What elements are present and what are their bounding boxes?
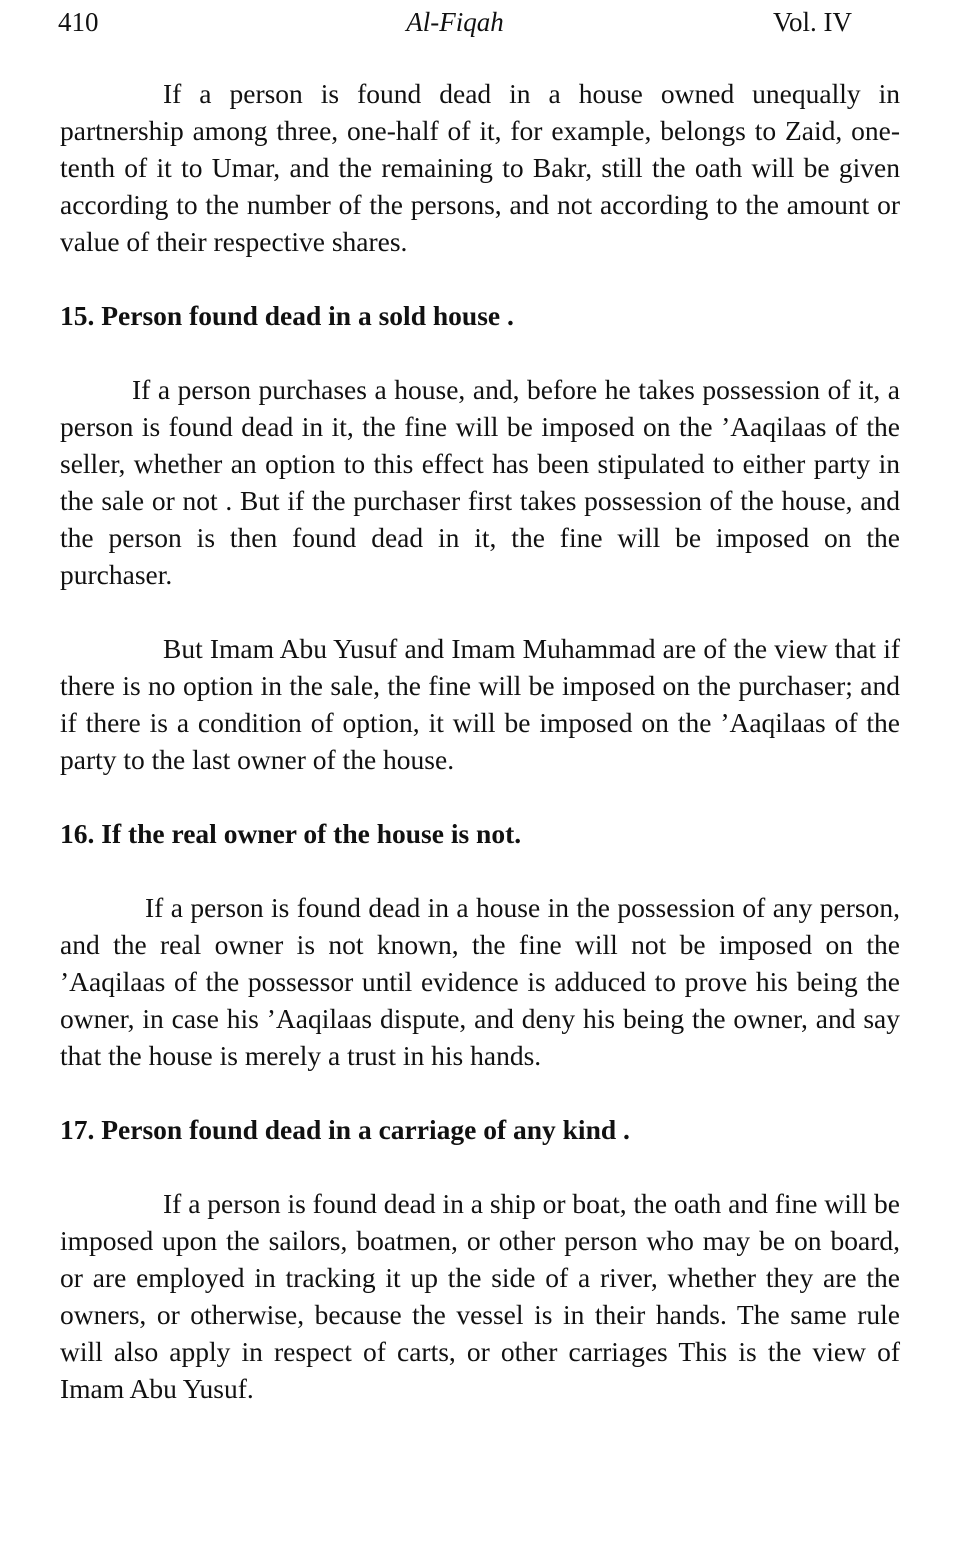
spacer — [60, 852, 900, 889]
section-heading-16: 16. If the real owner of the house is not. — [60, 818, 522, 849]
paragraph-16: If a person is found dead in a house in the possession of any person, and the real owner is not known, the fine will not be imposed on the ’Aaqilaas of the possessor until evidence is adduced to prove his being the owner, in case his ’Aaqilaas dispute, and deny his being the owner, and say that the house is merely a trust in his hands. — [60, 892, 900, 1071]
paragraph-15a: If a person purchases a house, and, before he takes possession of it, a person is found dead in it, the fine will be imposed on the ’Aaqilaas of the seller, whether an option to this effect has been stipulated to either party in the sale or not . But if the purchaser first takes possession of the house, and the person is then found dead in it, the fine will be imposed on the purchaser. — [60, 374, 900, 590]
running-header — [58, 2, 852, 42]
paragraph-15b: But Imam Abu Yusuf and Imam Muhammad are of the view that if there is no option in the sale, the fine will be imposed on the purchaser; and if there is a condition of option, it will be imposed on the ’Aaqilaas of the party to the last owner of the house. — [60, 633, 900, 775]
spacer — [60, 260, 900, 297]
spacer — [60, 334, 900, 371]
page-number: 410 — [58, 7, 99, 37]
section-heading-17: 17. Person found dead in a carriage of any kind . — [60, 1114, 630, 1145]
spacer — [60, 1074, 900, 1111]
section-heading-15: 15. Person found dead in a sold house . — [60, 300, 514, 331]
spacer — [60, 593, 900, 630]
paragraph-17: If a person is found dead in a ship or boat, the oath and fine will be imposed upon the sailors, boatmen, or other person who may be on board, or are employed in tracking it up the side of a river, whether they are the owners, or otherwise, because the vessel is in their hands. The same rule will also apply in respect of carts, or other carriages This is the view of Imam Abu Yusuf. — [60, 1188, 900, 1404]
volume-label: Vol. IV — [772, 7, 852, 37]
paragraph-intro: If a person is found dead in a house owned unequally in partnership among three, one-half of it, for example, belongs to Zaid, one-tenth of it to Umar, and the remaining to Bakr, still the oath will be given according to the number of the persons, and not according to the amount or value of their respective shares. — [60, 78, 900, 257]
book-title: Al-Fiqah — [406, 7, 504, 37]
spacer — [60, 1148, 900, 1185]
body-text — [60, 75, 900, 1407]
spacer — [60, 778, 900, 815]
